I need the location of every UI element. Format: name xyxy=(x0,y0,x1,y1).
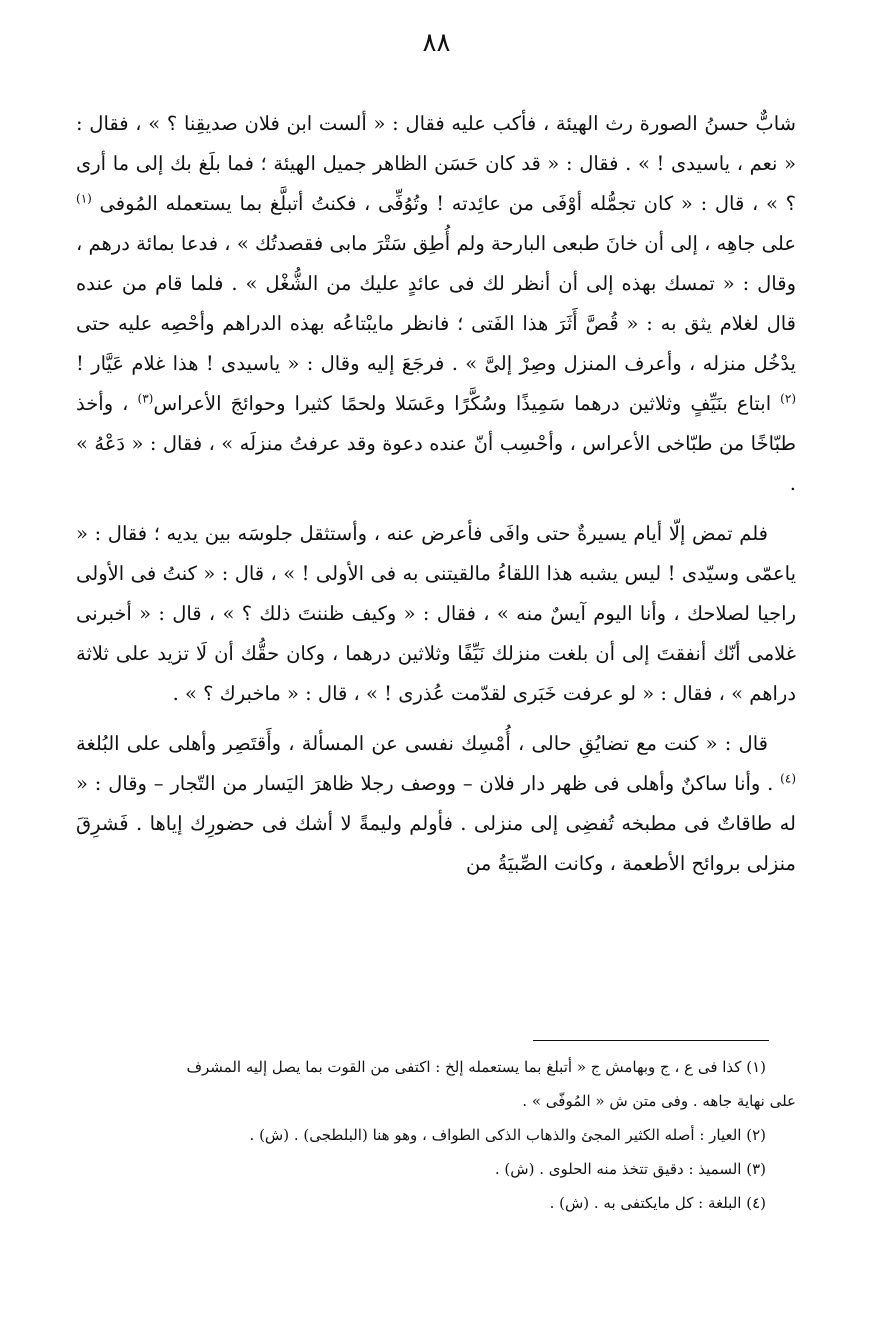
footnote-divider xyxy=(533,1040,769,1041)
paragraph-1-part-a: شابٌّ حسنُ الصورة رث الهيئة ، فأكب عليه فقال : « ألست ابن فلان صديقِنا ؟ » ، فقال : « نعم ، ياسيدى ! » . فقال : « قد كان حَسَن الظاهر جميل الهيئة ؛ فما بلَغ بك إلى ما أرى ؟ » ، قال : « كان تجمُّله أوْفَى من عائِدته ! وتُوُفِّى ، فكنتُ أتبلَّغ بما يستعمله المُوفى xyxy=(76,112,796,215)
footnote-ref-1: (١) xyxy=(76,191,92,206)
paragraph-1 xyxy=(76,104,796,504)
paragraph-1-part-c: ابتاع بنَيِّفٍ وثلاثين درهما سَمِيذًا وسُكَّرًا وعَسَلا ولحمًا كثيرا وحوائجَ الأعراس xyxy=(153,392,772,415)
paragraph-1-part-b: على جاهِه ، إلى أن خانَ طبعى البارحة ولم أُطِق سَتْرَ مابى فقصدتُك » ، فدعا بمائة درهم ، وقال : « تمسك بهذه إلى أن أنظر لك فى عائدٍ عليك من الشُّغْل » . فلما قام من عنده قال لغلام يثق به : « قُصَّ أَثَرَ هذا الفَتى ؛ فانظر مايبْتاعُه بهذه الدراهم وأحْصِه عليه حتى يدْخُل منزله ، وأعرف المنزل وصِرْ إلىَّ » . فرجَعَ إليه وقال : « ياسيدى ! هذا غلام عَيَّار ! xyxy=(76,232,796,375)
paragraph-1-part-d: ، وأخذ طبّاخًا من طبّاخى الأعراس ، وأحْسِب أنّ عنده دعوة وقد عرفتُ منزلَه » ، فقال : « دَعْهُ » . xyxy=(76,392,796,495)
footnote-3: (٣) السميذ : دقيق تتخذ منه الحلوى . (ش) . xyxy=(494,1160,766,1178)
footnote-1-line-1: (١) كذا فى ع ، ج وبهامش ج « أتبلغ بما يستعمله إلخ : اكتفى من القوت بما يصل إليه المشرف xyxy=(186,1058,766,1076)
page-number: ٨٨ xyxy=(422,28,451,58)
paragraph-2: فلم تمض إلّا أيام يسيرةٌ حتى وافَى فأعرض عنه ، وأستثقل جلوسَه بين يديه ؛ فقال : « ياعمّى وسيّدى ! ليس يشبه هذا اللقاءُ مالقيتنى به فى الأولى ! » ، قال : « كنتُ فى الأولى راجيا لصلاحك ، وأنا اليوم آيسٌ منه » ، فقال : « وكيف ظننتَ ذلك ؟ » ، قال : « أخبرنى غلامى أنّك أنفقتَ إلى أن بلغت منزلك نَيِّفًا وثلاثين درهما ، وكان حقُّك أن لَا تزيد على ثلاثة دراهم » ، فقال : « لو عرفت خَبَرى لقدّمت عُذرى ! » ، قال : « ماخبرك ؟ » . xyxy=(76,522,796,705)
paragraph-3-part-a: قال : « كنت مع تضايُقِ حالى ، أُمْسِك نفسى عن المسألة ، وأَقتَصِر وأهلى على البُلغة xyxy=(76,732,768,755)
footnotes xyxy=(76,1050,796,1220)
footnote-2: (٢) العيار : أصله الكثير المجئ والذهاب الذكى الطواف ، وهو هنا (البلطجى) . (ش) . xyxy=(249,1126,766,1144)
body-text xyxy=(76,104,796,894)
paragraph-3 xyxy=(76,724,796,884)
footnote-ref-3: (٣) xyxy=(137,391,154,406)
paragraph-3-part-b: . وأنا ساكنٌ وأهلى فى ظهر دار فلان – ووصف رجلا ظاهرَ اليَسار من التّجار – وقال : « له طاقاتٌ فى مطبخه تُفضِى إلى منزلى . فأولم وليمةً لا أشك فى حضورِك إياها . فَشرِقَ منزلى بروائح الأطعمة ، وكانت الصِّبيَةُ من xyxy=(76,772,796,875)
footnote-4: (٤) البلغة : كل مايكتفى به . (ش) . xyxy=(549,1194,766,1212)
footnote-ref-2: (٢) xyxy=(780,391,796,406)
footnote-ref-4: (٤) xyxy=(780,771,796,786)
footnote-1-line-2: على نهاية جاهه . وفى متن ش « المُوفّى » . xyxy=(522,1092,796,1110)
